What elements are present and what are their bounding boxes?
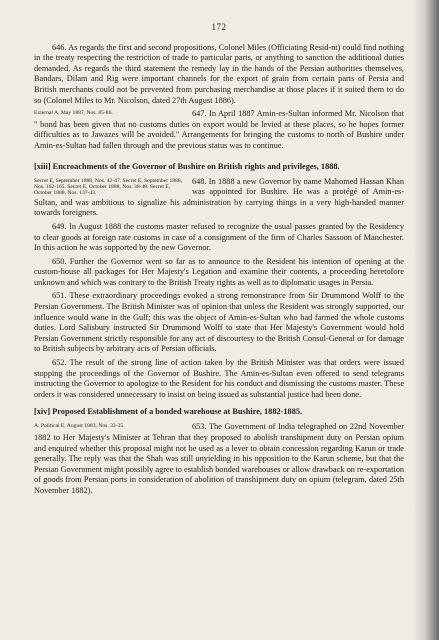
margin-note-653: A. Political E, August 1883, Nos. 33-35.	[34, 423, 125, 430]
margin-note-648: Secret E, September 1888, Nos. 42-47. Secret E, September 1888, Nos. 162-165. Secret E, October 1888, Nos. 38-40. Secret E, October 1888, Nos. 137-43.	[34, 177, 183, 197]
margin-note-647: External A, May 1887, Nos. 85-86.	[34, 110, 113, 117]
paragraph-653-block	[34, 422, 404, 499]
section-heading-xiii: [xiii] Encroachments of the Governor of Bushire on British rights and privileges, 1888.	[34, 161, 340, 171]
section-heading-xiv: [xiv] Proposed Establishment of a bonded warehouse at Bushire, 1882-1885.	[34, 407, 303, 417]
paragraph-651: 651. These extraordinary proceedings evoked a strong remonstrance from Sir Drummond Wolff to the Persian Government. The British Minister was of opinion that unless the Resident was strongly supported, our influence would wane in the Gulf; this was the object of Amin-es-Sultan who had farmed the whole customs duties. Lord Salisbury instructed Sir Drummond Wolff to state that Her Majesty's Government would hold Persian Government strictly responsible for any act of discourtesy to the British Consul-General or for damage to British subjects by arbitrary acts of Persian officials.	[34, 291, 404, 354]
page-text	[34, 22, 404, 500]
page-number: 172	[211, 22, 227, 32]
paragraph-646: 646. As regards the first and second propositions, Colonel Miles (Officiating Resid-nt) could find nothing in the treaty respecting the restriction of trade to particular parts, or anything to sanction the additional duties demanded. As regards the third statement the remedy lay in the hands of the Persian authorities themselves, Bandars, Dilam and Rig were important channels for the export of grain from certain parts of Persia and British merchants could not be prevented from purchasing merchandise at those places if it suited them to do so (Colonel Miles to Mr. Nicolson, dated 27th August 1886).	[34, 42, 404, 105]
paragraph-648-block	[34, 177, 404, 222]
paragraph-650: 650. Further the Governor went so far as to announce to the Resident his intention of opening at the custom-house all packages for Her Majesty's Legation and examine their contents, a proceeding heretofore unknown and which was contrary to the British Treaty rights as well as to diplomatic usages in Persia.	[34, 256, 404, 287]
paragraph-647-block	[34, 109, 404, 154]
paragraph-653: 653. The Government of India telegraphed on 22nd November 1882 to Her Majesty's Minister at Tehran that they proposed to abolish transhipment duty on Persian opium and enquired whether this proposal might not be used as a lever to obtain concession regarding Karun or trade generally. The reply was that the Shah was still unyielding in his opposition to the Karun scheme, but that the Persian Government might possibly agree to establish bonded warehouses or allow drawback on re-exportation of goods from Persian ports in consideration of abolition of transhipment duty on opium (telegram, dated 25th November 1882).	[34, 422, 404, 495]
paragraph-649: 649. In August 1888 the customs master refused to recognize the usual passes granted by the Residency to clear goods at foreign rate customs in case of a consignment of the firm of Charles Sassoon of Manchester. In this action he was supported by the new Governor.	[34, 221, 404, 253]
binding-shadow	[413, 0, 439, 640]
paragraph-648: 648. In 1888 a new Governor by name Mahomed Hassan Khan was appointed for Bushire. He was a protégé of Amin-es-Sultan, and was ambitious to signalize his administration by carrying things in a very high-handed manner towards foreigners.	[34, 176, 404, 218]
paragraph-647: 647. In April 1887 Amin-es-Sultan informed Mr. Nicolson that " bond has been given that no customs duties on export would be levied at these places, so he hopes former difficulties as to Jawazes will be avoided." Arrangements for bringing the customs to north of Bushire under Amin-es-Sultan had fallen through and the previous status was to continue.	[34, 109, 404, 150]
paragraph-652: 652. The result of the strong line of action taken by the British Minister was that orders were issued stopping the proceedings of the Governor of Bushire. The Amin-es-Sultan even offered to send telegrams instructing the Governor to apologize to the Resident for his conduct and dismissing the customs master. These orders it was considered unnecessary to insist on being issued as substantial justice had been done.	[34, 358, 404, 399]
